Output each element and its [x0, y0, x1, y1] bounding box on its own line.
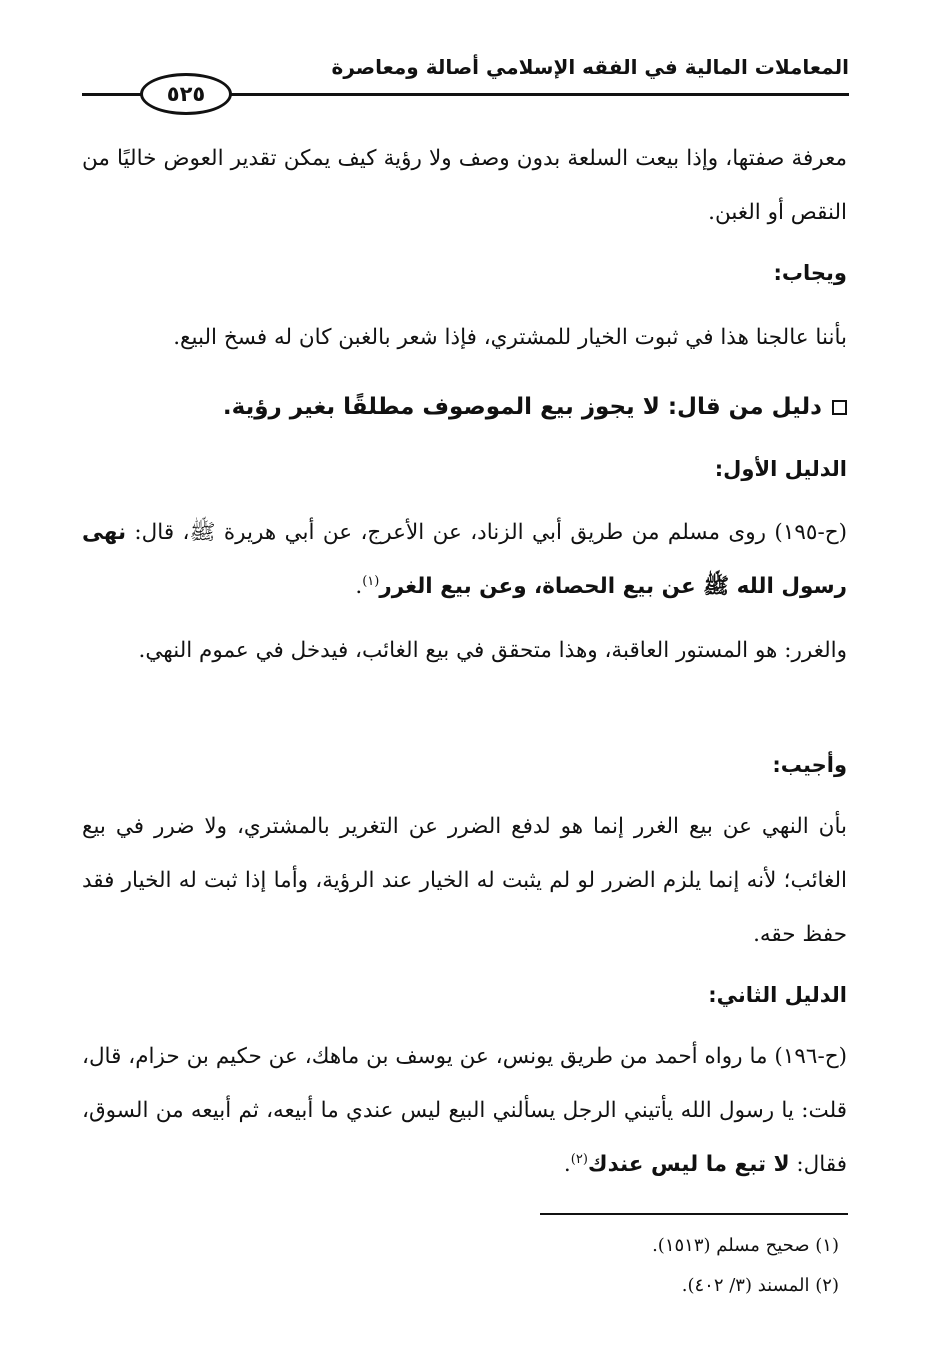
page-number [140, 73, 232, 115]
hadith-195: (ح-١٩٥) روى مسلم من طريق أبي الزناد، عن الأعرج، عن أبي هريرة ﷺ، قال: نهى رسول الله ﷺ عن بيع الحصاة، وعن بيع الغرر$^{(١)}$. [82, 520, 847, 599]
hadith-195-quote: نهى رسول الله ﷺ عن بيع الحصاة، وعن بيع الغرر [82, 520, 847, 599]
answer1-text: بأننا عالجنا هذا في ثبوت الخيار للمشتري، فإذا شعر بالغبن كان له فسخ البيع. [173, 325, 847, 350]
section-heading-text: دليل من قال: لا يجوز بيع الموصوف مطلقًا بغير رؤية. [222, 394, 822, 420]
footnote-2: (٢) المسند (٣/ ٤٠٢). [681, 1275, 839, 1296]
gharar-definition: والغرر: هو المستور العاقبة، وهذا متحقق في بيع الغائب، فيدخل في عموم النهي. [138, 638, 847, 663]
hadith-196-quote: لا تبع ما ليس عندك [587, 1152, 790, 1177]
hadith-195-text: (ح-١٩٥) روى مسلم من طريق أبي الزناد، عن الأعرج، عن أبي هريرة ﷺ، قال: [126, 520, 847, 545]
section-heading [82, 380, 847, 434]
evidence2-label: الدليل الثاني: [708, 983, 847, 1007]
page-number-label: ٥٢٥ [166, 82, 206, 106]
answer2-label: وأجيب: [772, 753, 847, 777]
footnote-1: (١) صحيح مسلم (١٥١٣). [652, 1235, 839, 1256]
footnote-ref-1: (١) [362, 573, 380, 589]
answer2-text: بأن النهي عن بيع الغرر إنما هو لدفع الضرر عن التغرير بالمشتري، ولا ضرر في بيع الغائب؛ لأنه إنما يلزم الضرر لو لم يثبت له الخيار عند الرؤية، وأما إذا ثبت له الخيار فقد حفظ حقه. [82, 814, 847, 947]
footnote-rule [540, 1213, 848, 1215]
square-bullet-icon [832, 400, 847, 415]
paragraph-intro: معرفة صفتها، وإذا بيعت السلعة بدون وصف ولا رؤية كيف يمكن تقدير العوض خاليًا من النقص أو الغبن. [82, 146, 847, 225]
footnote-ref-2: (٢) [570, 1151, 588, 1167]
running-title: المعاملات المالية في الفقه الإسلامي أصالة ومعاصرة [331, 55, 849, 79]
hadith-196: (ح-١٩٦) ما رواه أحمد من طريق يونس، عن يوسف بن ماهك، عن حكيم بن حزام، قال، قلت: يا رسول الله يأتيني الرجل يسألني البيع ليس عندي ما أبيعه، ثم أبيعه من السوق، فقال: لا تبع ما ليس عندك$^{(٢)}$. [82, 1044, 847, 1177]
hadith-196-text: (ح-١٩٦) ما رواه أحمد من طريق يونس، عن يوسف بن ماهك، عن حكيم بن حزام، قال، قلت: يا رسول الله يأتيني الرجل يسألني البيع ليس عندي ما أبيعه، ثم أبيعه من السوق، فقال: [82, 1044, 847, 1177]
answer1-label: ويجاب: [773, 261, 847, 285]
evidence1-label: الدليل الأول: [714, 457, 847, 481]
